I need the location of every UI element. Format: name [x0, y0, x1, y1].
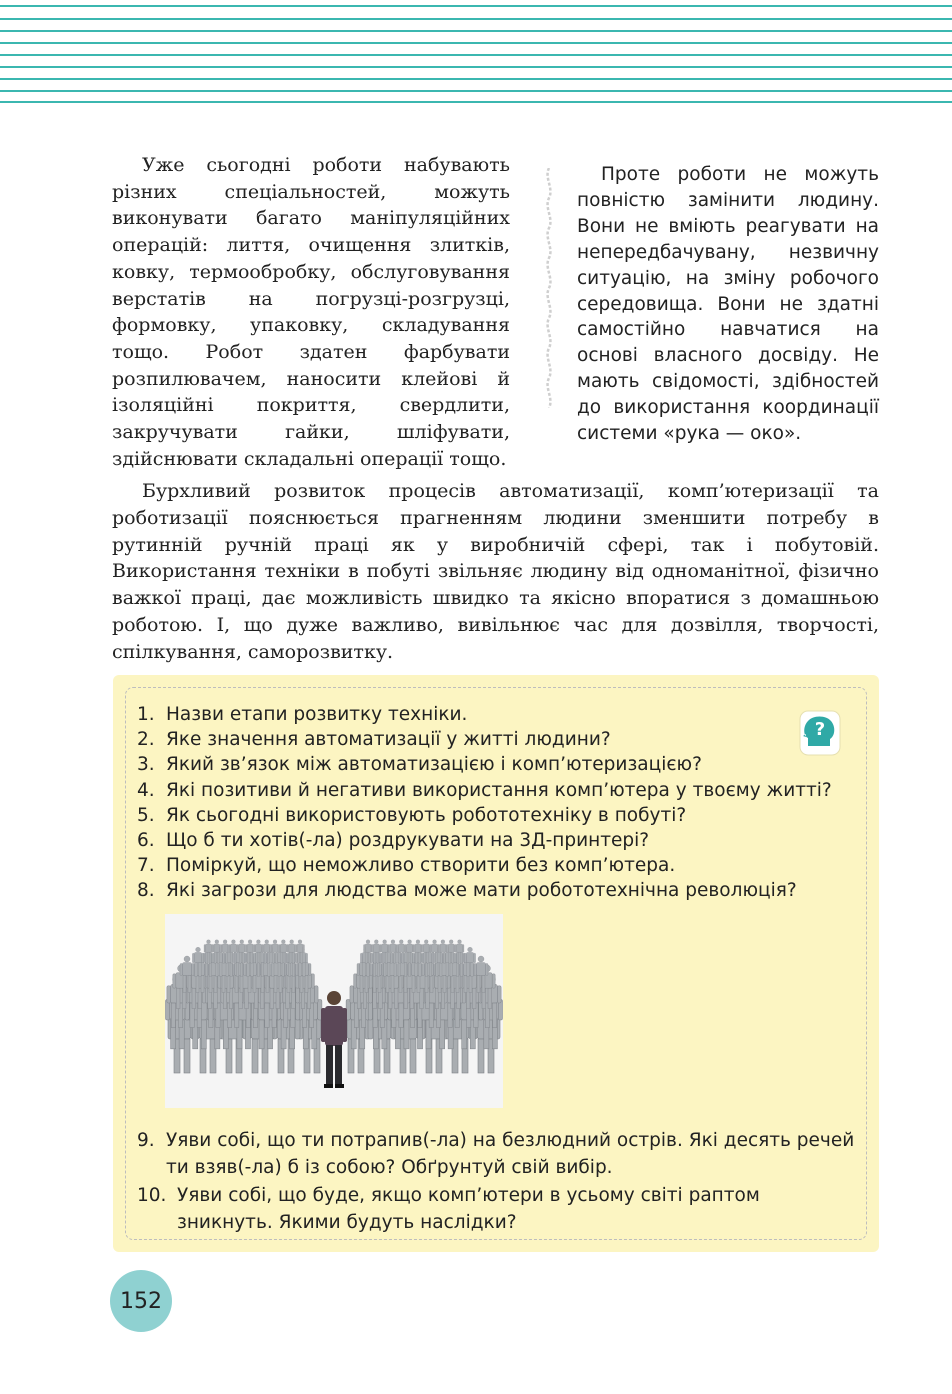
question-number: 10. [137, 1185, 167, 1206]
page-number: 152 [110, 1270, 172, 1332]
question-text: Що б ти хотів(-ла) роздрукувати на 3Д-принтері? [166, 830, 650, 852]
question-item [137, 702, 857, 727]
question-number: 2. [137, 729, 155, 751]
question-text: Які позитиви й негативи використання комп’ютера у твоєму житті? [166, 779, 832, 801]
question-item [137, 878, 857, 903]
questions-list [137, 702, 857, 904]
left-paragraph: Уже сьогодні роботи набувають різних спеціальностей, можуть виконувати багато маніпуляційних операцій: лиття, очищення злитків, ковку, термообробку, обслуговування верстатів на погрузці-розгрузці, формовку, упаковку, складування тощо. Робот здатен фарбувати розпилювачем, наносити клейові й ізоляційні покриття, свердлити, закручувати гайки, шліфувати, здійснювати складальні операції тощо. [112, 154, 510, 470]
question-item [137, 778, 857, 803]
question-item [137, 853, 857, 878]
robots-and-man-photo [165, 914, 503, 1108]
question-item [137, 1182, 857, 1236]
body-paragraph: Бурхливий розвиток процесів автоматизації, комп’ютеризації та роботизації пояснюється прагненням людини зменшити потребу в рутинній ручній праці як у виробничій сфері, так і побутовій. Використання техніки в побуті звільняє людину від одноманітної, фізично важкої праці, дає можливість швидко та якісно впоратися з домашньою роботою. І, що дуже важливо, вивільнює час для дозвілля, творчості, спілкування, саморозвитку. [112, 480, 879, 663]
question-number: 7. [137, 855, 155, 877]
question-number: 3. [137, 754, 155, 776]
question-text: Які загрози для людства може мати робототехнічна революція? [166, 880, 797, 902]
question-item [137, 752, 857, 777]
question-item [137, 828, 857, 853]
question-text: Уяви собі, що ти потрапив(-ла) на безлюдний острів. Які десять речей ти взяв(-ла) б із собою? Обґрунтуй свій вибір. [166, 1130, 855, 1178]
svg-text:?: ? [814, 719, 826, 740]
question-item [137, 727, 857, 752]
question-text: Який зв’язок між автоматизацією і комп’ютеризацією? [166, 754, 702, 776]
question-number: 1. [137, 704, 155, 725]
header-stripes [0, 0, 952, 105]
question-text: Назви етапи розвитку техніки. [166, 704, 468, 725]
body-section [112, 478, 879, 666]
question-text: Поміркуй, що неможливо створити без комп’ютера. [166, 855, 676, 877]
question-number: 4. [137, 779, 155, 801]
question-item [137, 803, 857, 828]
question-text: Як сьогодні використовують робототехніку в побуті? [166, 804, 687, 826]
question-number: 8. [137, 880, 155, 902]
question-number: 9. [137, 1130, 155, 1151]
right-column [577, 162, 879, 447]
question-number: 5. [137, 804, 155, 826]
question-item [137, 1127, 857, 1181]
right-paragraph: Проте роботи не можуть повністю замінити людину. Вони не вміють реагувати на непередбачувану, незвичну ситуацію, на зміну робочого середовища. Вони не здатні самостійно навчатися на основі власного досвіду. Не мають свідомості, здібностей до використання координації системи «рука — око». [577, 164, 879, 445]
question-text: Яке значення автоматизації у житті людини? [166, 729, 611, 751]
questions-list-continued [137, 1127, 857, 1237]
left-column [112, 152, 510, 472]
wavy-divider [542, 168, 556, 408]
head-question-icon [796, 708, 844, 758]
question-text: Уяви собі, що буде, якщо комп’ютери в усьому світі раптом зникнуть. Якими будуть наслідки? [177, 1185, 760, 1233]
question-number: 6. [137, 830, 155, 852]
